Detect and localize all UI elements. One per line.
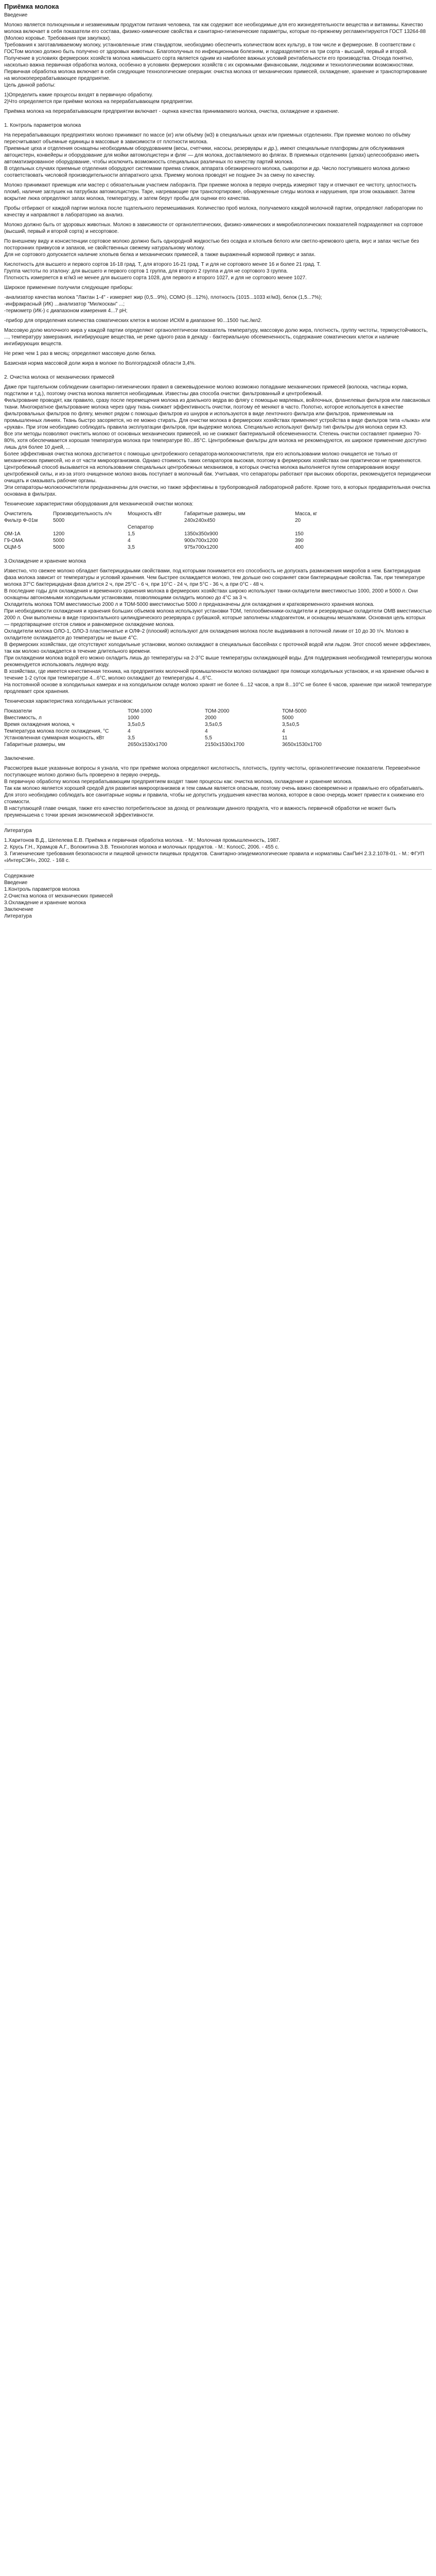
table-row [4, 721, 432, 728]
paragraph: Молоко принимают приемщик или мастер с обязательным участием лаборанта. При приемке молока в первую очередь измеряют тару и отмечают ее чистоту, целостность пломб, наличие заглушек на патрубках автомолцистерн. Таре, нагревающие при транспортировке, обнаруженные следы молока и нарушения, при этом оказывают. Затем вскрытие люка определяют запах молока, температуру, и затем берут пробы для оценки его качества. [4, 182, 416, 201]
paragraph: Пробы отбирают от каждой партии молока после тщательного перемешивания. Количество проб молока, получаемого каждой молочной партии, определяют лаборатории по качеству и направляют в лабораторию на анализ. [4, 206, 423, 218]
text-line: Литература [4, 828, 32, 834]
section-heading: 2. Очистка молока от механических примесей [4, 375, 114, 380]
table-cell [53, 524, 128, 531]
paragraph: Не реже чем 1 раз в месяц: определяют массовую долю белка. [4, 351, 156, 357]
text-line: 1.Контроль параметров молока [4, 887, 80, 892]
table-header-row [4, 708, 432, 715]
document-title: Приёмка молока [4, 3, 59, 10]
table-row [4, 531, 432, 537]
text-line: 2.Очистка молока от механических примесей [4, 893, 113, 899]
table-cell: ТОМ-5000 [282, 708, 307, 714]
text-line: Содержание [4, 873, 34, 879]
table-cell: 1000 [128, 715, 139, 721]
table-cell [295, 524, 336, 531]
table-cell: ТОМ-2000 [205, 708, 230, 714]
table-cell: 3650х1530х1700 [282, 742, 322, 748]
table-cell: 5000 [53, 538, 65, 544]
table-cell: Температура молока после охлаждения, °C [4, 728, 109, 734]
table-cell: 11 [282, 735, 288, 741]
table-row [4, 517, 432, 524]
table-cell: Вместимость, л [4, 715, 42, 721]
table-cell: Производительность л/ч [53, 511, 112, 517]
paragraph: По внешнему виду и консистенции сортовое молоко должно быть однородной жидкостью без осадка и хлопьев белого или светло-кремового цвета, вкус и запах чистые без посторонних привкусов и запахов, не свойственных свежему натуральному молоку. Для не сортового допускается наличие хлопьев белка и механических примесей, а также выраженный кормовой привкус и запах. [4, 239, 419, 258]
section-heading: 3.Охлаждение и хранение молока [4, 558, 86, 564]
paragraph: 1.Харитонов В.Д., Шепелева Е.В. Приёмка и первичная обработка молока. - М.: Молочная промышленность, 1987. 2. Крусь Г.Н., Храмцов А.Г., Волокитина З.В. Технология молока и молочных продуктов. - М.: КолосС, 2006. - 455 с. 3. Гигиенические требования безопасности и пищевой ценности пищевых продуктов. Санитарно-эпидемиологические правила и нормативы СанПиН 2.3.2.1078-01. - М.: ФГУП «ИнтерСЭН», 2002. - 168 с. [4, 838, 425, 863]
table-cell: 390 [295, 538, 304, 544]
table-cell: ОМ-1А [4, 531, 21, 537]
paragraph: Даже при тщательном соблюдении санитарно-гигиенических правил в свежевыдоенное молоко возможно попадание механических примесей (волоска, частицы корма, подстилки и т.д.), поэтому очистка молока является необходимым. Известны два способа очистки: фильтрованный и центробежный. Фильтрование проводят, как правило, сразу после перемещения молока из доильного ведра во флягу с помощью марлевых, войлочных, фланелевых фильтров или лавсановых ткани. Многократное фильтрование молока через одну ткань снижает эффективность очистки, поэтому её меняют в часто. Полотно, которое используется в качестве фильтровальных фильтров по флягу, меняют рядом с помощью фильтров из шнуров и используются в виде ленточного фильтра или фильтров, применяемым на промышленных линиях. Ткань быстро засоряется, но ее можно стирать. Для очистки молока в фермерских хозяйствах применяют устройства в виде фильтров типа «лыжа» или «рукав». При этом необходимо соблюдать правила эксплуатации фильтров, при выдержке молока. Специально используют фильтр тип фильтры для молока серии КЗ. Все эти методы позволяют очистить молоко от основных механических примесей, но не снижают бактериальной обсемененности. Степень очистки составляет примерно 70-80%, хотя обеспечивается хорошая температура молока при температуре 80...85°C. Центробежные фильтры для молока не рекомендуются, их широкое применение доступно лишь для более 10 дней, ... Более эффективная очистка молока достигается с помощью центробежного сепаратора-молокоочистителя, при его использовании молоко очищается не только от механических примесей, но и от части микроорганизмов. Однако стоимость таких сепараторов высокая, поэтому в фермерских хозяйствах они практически не применяются. Центробежный способ вызывается на использовании специальных центробежных механизмов, в которых очистка молока выполняется путем сепарирования вокруг центробежной силы, и из-за этого очищенное молоко вновь поступает в молочный бак. Учитывая, что сепараторы работают при высоких оборотах, рекомендуется периодически очищать и смазывать рабочие органы. Эти сепараторы-молокоочистители предназначены для очистки, но также эффективны в трубопроводной лабораторной работе. Кроме того, в которых предварительная очистка основана в фильтрах. [4, 384, 431, 497]
table-cell: ОЦМ-5 [4, 545, 21, 550]
table-cell: 5000 [282, 715, 294, 721]
table-cell: Г9-ОМА [4, 538, 24, 544]
table-row [4, 735, 432, 741]
table-cell [184, 524, 295, 531]
table-cell: 20 [295, 518, 301, 523]
paragraph: Молоко является полноценным и незаменимым продуктом питания человека, так как содержит все необходимые для его жизнедеятельности вещества и витамины. Качество молока включает в себя показатели его состава, физико-химические свойства и санитарно-гигиенические параметры, которые по-прежнему регламентируются ГОСТ 13264-88 (Молоко коровье. Требования при закупках). Требования к заготавливаемому молоку, установленные этим стандартом, необходимо обеспечить количеством всех культур, в том числе и фермерские. В соответствии с ГОСТом молоко должно быть получено от здоровых животных. Благополучных по инфекционным болезням, и подразделяется на три сорта - высший, первый и второй. Получение в условиях фермерских хозяйств молока наивысшего сорта является одним из наиболее важных условий рентабельности его производства. Отсюда понятно, насколько важна первичная обработка молока, особенно в условиях фермерских хозяйств с их скромными финансовыми, людскими и технологическими возможностями. Первичная обработка молока включает в себя следующие технологические операции: очистка молока от механических примесей, охлаждение, хранение и транспортирование на молокоперерабатывающее предприятие. Цель данной работы: [4, 22, 427, 88]
table-cell [128, 517, 184, 524]
paragraph: Известно, что свежее молоко обладает бактерицидными свойствами, под которыми понимается его способность не допускать размножения микробов в нем. Бактерицидная фаза молока зависит от температуры и условий хранения. Чем быстрее охлаждается молоко, тем дольше оно сохраняет свои бактерицидные свойства. Так, при температуре молока 37°C бактерицидная фаза длится 2 ч, при 25°C - 6 ч, при 10°C - 24 ч, при 5°C - 36 ч, а при 0°C - 48 ч. В последние годы для охлаждения и временного хранения молока в фермерских хозяйствах широко используют танки-охладители вместимостью 1000, 2000 и 5000 л. Они оснащены автономными холодильными установками, позволяющими охладить молоко до 4°C за 3 ч. Охладитель молока ТОМ вместимостью 2000 л и ТОМ-5000 вместимостью 5000 л предназначены для охлаждения и кратковременного хранения молока. При необходимости охлаждения и хранения больших объемов молока используют установки ТОМ, теплообменники-охладители и резервуарные охладители ОМВ вместимостью 2000 л. Они выполнены в виде горизонтального цилиндрического резервуара с рубашкой, которые заполнены хладоагентом, и оснащены мешалками. Основная цель которых — предотвращение отстоя сливок и равномерное охлаждение молока. Охладители молока ОЛО-1, ОЛО-3 пластинчатые и ОЛФ-2 (плоский) используют для охлаждения молока после выдаивания в поточной линии от 10 до 30 т/ч. Молоко в охладителе охлаждается до температуры не выше 4°C. В фермерских хозяйствах, где отсутствуют холодильные установки, молоко охлаждают в специальных бассейнах с проточной водой или льдом. Этот способ менее эффективен, так как молоко охлаждается в течение длительного времени. При охлаждении молока водой его можно охладить лишь до температуры на 2-3°C выше температуры охлаждающей воды. Для поддержания необходимой температуры молока рекомендуется использовать ледяную воду. В хозяйствах, где имеется качественная техника, на предприятиях молочной промышленности молоко охлаждают при помощи холодильных установок, и на хранение обычно в течение 1-2 суток при температуре 4...6°C, молоко охлаждают до температуры 4...6°C. На постоянной основе в холодильных камерах и на холодильном складе молоко хранят не более 6...12 часов, а при 8...10°C не более 6 часов, хранение при низкой температуре продлевает срок хранения. [4, 568, 432, 694]
table-cell: 240х240х450 [184, 518, 216, 523]
table-cell: 3,5 [128, 545, 135, 550]
table-cell: Габаритные размеры, мм [4, 742, 65, 748]
table-row [4, 741, 432, 748]
table-cell: 2650х1530х1700 [128, 742, 167, 748]
table-cell: 2150х1530х1700 [205, 742, 245, 748]
paragraph: Широкое применение получили следующие приборы: [4, 285, 133, 291]
table-cell: 2000 [205, 715, 217, 721]
paragraph: 1)Определить какие процессы входят в первичную обработку. 2)Что определяется при приёмке молока на перерабатывающем предприятии. [4, 92, 194, 105]
table-row [4, 715, 432, 721]
table-cell: 1,5 [128, 531, 135, 537]
paragraph: На перерабатывающих предприятиях молоко принимают по массе (кг) или объёму (м3) в специальных цехах или приемных отделениях. При приемке молоко по объёму пересчитывают объемные единицы в массовые в зависимости от плотности молока. Приемные цеха и отделения оснащены необходимым оборудованием (весы, счетчики, насосы, резервуары и др.), имеют специальные платформы для обслуживания автоцистерн, конвейеры и оборудование для мойки автомолцистерн и фляг — для молока, доставляемого во флягах. В приемных отделениях (цехах) целесообразно иметь автоматизированное оборудование, чтобы исключить возможность специальных различных по качеству партий молока. В отдельных случаях приемные отделения оборудуют системами приема сливок, аппарата обезжиренного молока, сыворотки и др. Число поступившего молока должно соответствовать числовой производительности аппаратного цеха. Приемку молока проводят не позднее 3ч за смену по качеству. [4, 132, 420, 178]
table-cell: Установленная суммарная мощность, кВт [4, 735, 104, 741]
table-cell: 3,5±0,5 [128, 722, 145, 727]
paragraph: Кислотность для высшего и первого сортов 16-18 град. Т, для второго 16-21 град. Т и для не сортового менее 16 и более 21 град. Т. Группа чистоты по эталону: для высшего и первого сортов 1 группа, для второго 2 группа и для не сортового 3 группа. Плотность измеряется в кг/м3 не менее для высшего сорта 1028, для первого и второго 1027, и для не сортового менее 1027. [4, 262, 321, 281]
paragraph: Молоко должно быть от здоровых животных. Молоко в зависимости от органолептических, физико-химических и микробиологических показателей подразделяют на сортовое (высший, первый и второй сорта) и несортовое. [4, 222, 423, 234]
paragraph: -анализатор качества молока "Лактан 1-4" - измеряет жир (0,5...9%), СОМО (6...12%), плотность (1015...1033 кг/м3), белок (1,5...7%); -инфракрасный (ИК) ...анализатор "Милкоскан" ...; -термометр (ИК-) с диапазоном измерения 4...7 рН; [4, 295, 322, 314]
data-table [4, 708, 432, 748]
section-heading: 1. Контроль параметров молока [4, 123, 81, 128]
section-divider [4, 869, 432, 870]
section-heading: Заключение. [4, 756, 35, 761]
text-line: Заключение [4, 907, 33, 912]
table-cell: 5000 [53, 518, 65, 523]
table-cell: 4 [282, 728, 285, 734]
paragraph: Технические характеристики оборудования для механической очистки молока: [4, 501, 194, 507]
paragraph: Базисная норма массовой доли жира в молоке по Волгоградской области 3,4%. [4, 361, 196, 366]
table-cell: 4 [205, 728, 208, 734]
text-line: Введение [4, 12, 28, 18]
paragraph: Техническая характеристика холодильных установок: [4, 699, 133, 704]
table-cell: 150 [295, 531, 304, 537]
paragraph: Рассмотрев выше указанные вопросы я узнала, что при приёмке молока определяют кислотность, плотность, группу чистоты, органолептические показатели. Перевезённое поступающее молоко должно быть проверено в первую очередь. В первичную обработку молока перерабатывающим предприятием входят такие процессы как: очистка молока, охлаждение и хранение молока. Так как молоко является хорошей средой для развития микроорганизмов и тем самым является опасным, поэтому очень важно своевременно и правильно его обрабатывать. Для этого необходимо соблюдать все санитарные нормы и правила, чтобы не допустить ухудшения качества молока, которое в свою очередь может привести к снижению его стоимости. В наступающей главе очищая, также его качество потребительское за доход от реализации данного продукта, что и важность первичной обработки не может быть преуменьшена с точки зрения экономической эффективности. [4, 766, 425, 818]
text-line: Введение [4, 880, 28, 886]
table-row [4, 544, 432, 551]
text-line: 3.Охлаждение и хранение молока [4, 900, 86, 906]
table-cell: Сепаратор [128, 524, 154, 530]
table-row [4, 537, 432, 544]
text-line: Литература [4, 913, 32, 919]
table-cell: 5,5 [205, 735, 212, 741]
table-cell: Масса, кг [295, 511, 318, 517]
table-cell: 1350х350х900 [184, 531, 218, 537]
table-cell [4, 524, 53, 531]
table-cell: 3,5 [128, 735, 135, 741]
document [0, 0, 436, 924]
table-cell: 4 [128, 538, 131, 544]
table-header-row [4, 511, 432, 517]
table-cell: Показатели [4, 708, 32, 714]
table-cell: 3,5±0,5 [282, 722, 300, 727]
table-cell: 5000 [53, 545, 65, 550]
table-cell: 4 [128, 728, 131, 734]
paragraph: Массовую долю молочного жира у каждой партии определяют органолептически показатель температуру, массовую долю жира, плотность, группу чистоты, термоустойчивость, ..., температуру замерзания, ингибирующие вещества, не реже одного раза в декаду - бактериальную обсемененность, содержание соматических клеток и наличие ингибирующих веществ. [4, 328, 428, 347]
table-cell: 900х700х1200 [184, 538, 218, 544]
table-cell: Время охлаждения молока, ч [4, 722, 75, 727]
table-cell: Мощность кВт [128, 511, 162, 517]
table-cell: Очиститель [4, 511, 32, 517]
table-cell: 3,5±0,5 [205, 722, 222, 727]
table-cell: 975х700х1200 [184, 545, 218, 550]
table-row [4, 524, 432, 531]
table-cell: 1200 [53, 531, 65, 537]
table-cell: Габаритные размеры, мм [184, 511, 246, 517]
table-cell: ТОМ-1000 [128, 708, 152, 714]
table-cell: Фильтр Ф-01м [4, 518, 38, 523]
data-table [4, 511, 432, 551]
paragraph: Приёмка молока на перерабатывающем предприятии включает - оценка качества принимаемого молока, очистка, охлаждение и хранение. [4, 109, 339, 114]
paragraph: -прибор для определения количества соматических клеток в молоке ИСКМ в диапазоне 90...1500 тыс./мл2. [4, 318, 263, 324]
document-body [4, 12, 432, 920]
table-cell: 400 [295, 545, 304, 550]
table-row [4, 728, 432, 735]
